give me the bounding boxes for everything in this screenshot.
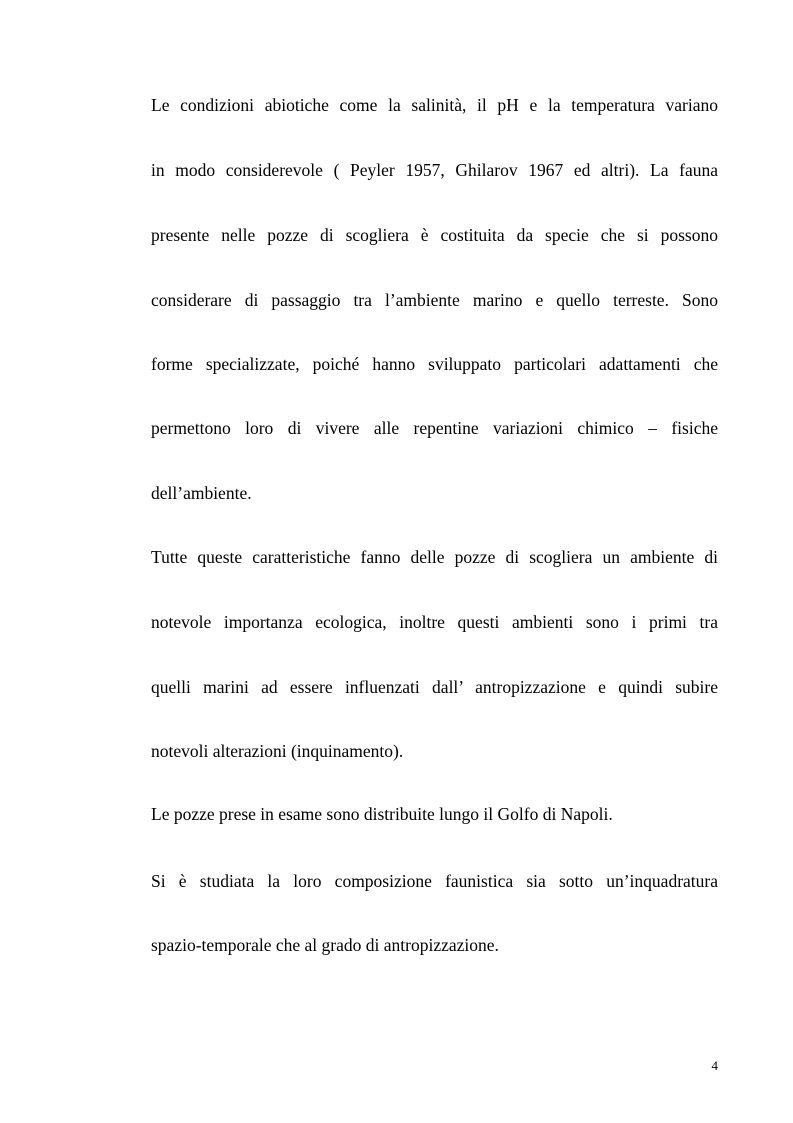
text-line: Le pozze prese in esame sono distribuite lungo il Golfo di Napoli.	[151, 804, 613, 824]
text-line: presente nelle pozze di scogliera è costituita da specie che si possono	[151, 225, 718, 245]
text-line: Tutte queste caratteristiche fanno delle pozze di scogliera un ambiente di	[151, 547, 718, 567]
text-line: permettono loro di vivere alle repentine variazioni chimico – fisiche	[151, 418, 718, 438]
text-line: considerare di passaggio tra l’ambiente marino e quello terreste. Sono	[151, 290, 718, 310]
page-number: 4	[711, 1058, 718, 1073]
text-line: spazio-temporale che al grado di antropizzazione.	[151, 935, 499, 955]
text-line: in modo considerevole ( Peyler 1957, Ghilarov 1967 ed altri). La fauna	[151, 160, 718, 180]
text-line: notevole importanza ecologica, inoltre questi ambienti sono i primi tra	[151, 612, 718, 632]
text-line: Si è studiata la loro composizione faunistica sia sotto un’inquadratura	[151, 871, 718, 891]
text-line: dell’ambiente.	[151, 483, 252, 503]
text-line: Le condizioni abiotiche come la salinità, il pH e la temperatura variano	[151, 95, 718, 115]
text-line: notevoli alterazioni (inquinamento).	[151, 741, 404, 761]
text-line: quelli marini ad essere influenzati dall’ antropizzazione e quindi subire	[151, 677, 718, 697]
text-line: forme specializzate, poiché hanno sviluppato particolari adattamenti che	[151, 354, 718, 374]
